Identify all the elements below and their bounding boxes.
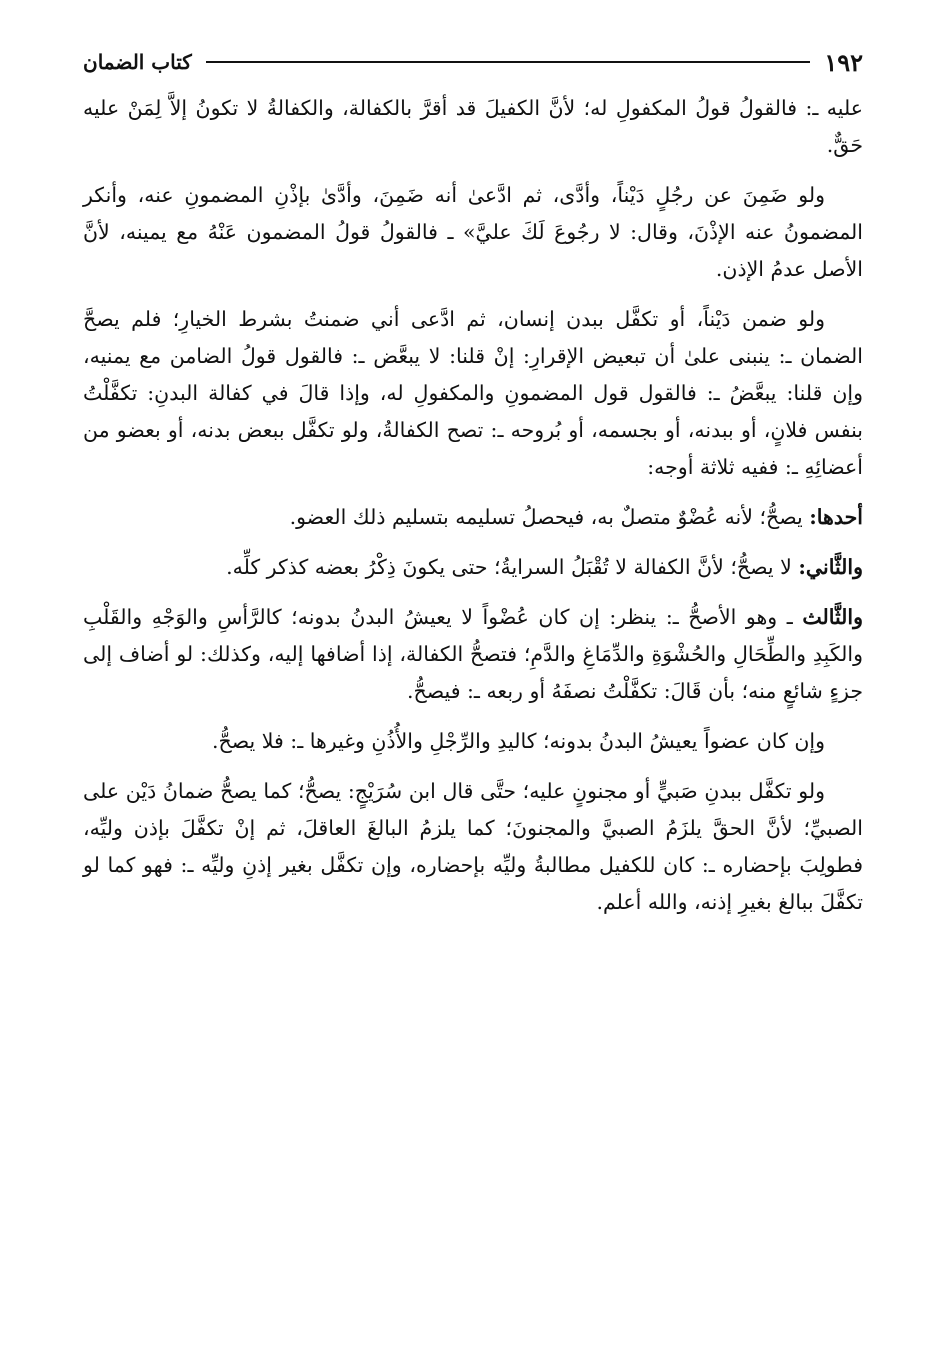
paragraph-text: ولو ضمن دَيْناً، أو تكفَّل ببدن إنسان، ثم ادَّعى أني ضمنتُ بشرط الخيارِ؛ فلم يصحَّ الضمان ـ: ينبنى علىٰ أن تبعيض الإقرارِ: إنْ قلنا: لا يبعَّض ـ: فالقول قولُ الضامن مع يمنيه، وإن قلنا: يبعَّضُ ـ: فالقول قول المضمونِ والمكفولِ له، وإذا قالَ في كفالة البدنِ: تكفَّلْتُ بنفس فلانٍ، أو ببدنه، أو بجسمه، أو بُروحه ـ: تصح الكفالةُ، ولو تكفَّل ببعض بدنه، أو بعضو من أعضائِهِ ـ: ففيه ثلاثة أوجه: [83, 307, 863, 479]
paragraph-5 [83, 549, 863, 586]
body-text [83, 90, 863, 921]
page-header [83, 40, 863, 84]
paragraph-8 [83, 773, 863, 921]
paragraph-lead: أحدها: [809, 505, 863, 529]
header-rule [206, 61, 811, 63]
paragraph-4 [83, 499, 863, 536]
page-number: ١٩٢ [824, 47, 863, 77]
paragraph-lead: والثَّاني: [798, 555, 863, 579]
paragraph-text: ولو ضَمِنَ عن رجُلٍ دَيْناً، وأدَّى، ثم ادَّعىٰ أنه ضَمِنَ، وأدَّىٰ بإذْنِ المضمونِ عنه، وأنكر المضمونُ عنه الإذْنَ، وقال: لا رجُوعَ لَكَ عليَّ» ـ فالقولُ قولُ المضمون عَنْهُ مع يمينه، لأنَّ الأصل عدمُ الإذن. [83, 183, 863, 281]
paragraph-3 [83, 301, 863, 486]
paragraph-1 [83, 90, 863, 164]
book-title: كتاب الضمان [83, 50, 192, 74]
document-page [83, 40, 863, 934]
paragraph-text: عليه ـ: فالقولُ قولُ المكفولِ له؛ لأنَّ الكفيلَ قد أقرَّ بالكفالة، والكفالةُ لا تكونُ إلاَّ لِمَنْ عليه حَقٌّ. [83, 96, 863, 157]
paragraph-text: وإن كان عضواً يعيشُ البدنُ بدونه؛ كاليدِ والرِّجْلِ والأُذُنِ وغيرها ـ: فلا يصحُّ. [211, 729, 825, 753]
paragraph-6 [83, 599, 863, 710]
paragraph-text: ـ وهو الأصحُّ ـ: ينظر: إن كان عُضْواً لا يعيشُ البدنُ بدونه؛ كالرَّأسِ والوَجْهِ والقَلْبِ والكَبِدِ والطِّحَالِ والحُشْوَةِ والدِّمَاغِ والدَّمِ؛ فتصحُّ الكفالة، إذا أضافها إليه، وكذلك: لو أضاف إلى جزءٍ شائعٍ منه؛ بأن قَالَ: تكفَّلْتُ نصفَهُ أو ربعه ـ: فيصحُّ. [83, 605, 863, 703]
paragraph-text: يصحُّ؛ لأنه عُضْوٌ متصلٌ به، فيحصلُ تسليمه بتسليم ذلك العضو. [289, 505, 803, 529]
paragraph-text: ولو تكفَّل ببدنِ صَبيٍّ أو مجنونٍ عليه؛ حتَّى قال ابن سُرَيْجٍ: يصحُّ؛ كما يصحُّ ضمانُ دَيْن على الصبيِّ؛ لأنَّ الحقَّ يلزَمُ الصبيَّ والمجنونَ؛ كما يلزمُ البالغَ العاقلَ، ثم إنْ تكفَّلَ بإذن وليِّه، فطولِبَ بإحضاره ـ: كان للكفيل مطالبةُ وليِّه بإحضاره، وإن تكفَّل بغير إذنِ وليِّه ـ: فهو كما لو تكفَّلَ ببالغ بغيرِ إذنه، والله أعلم. [83, 779, 863, 914]
paragraph-text: لا يصحُّ؛ لأنَّ الكفالة لا تُقْبَلُ السرايةُ؛ حتى يكونَ ذِكْرُ بعضه كذكر كلِّه. [226, 555, 792, 579]
paragraph-7 [83, 723, 863, 760]
paragraph-lead: والثَّالث [802, 605, 863, 629]
paragraph-2 [83, 177, 863, 288]
